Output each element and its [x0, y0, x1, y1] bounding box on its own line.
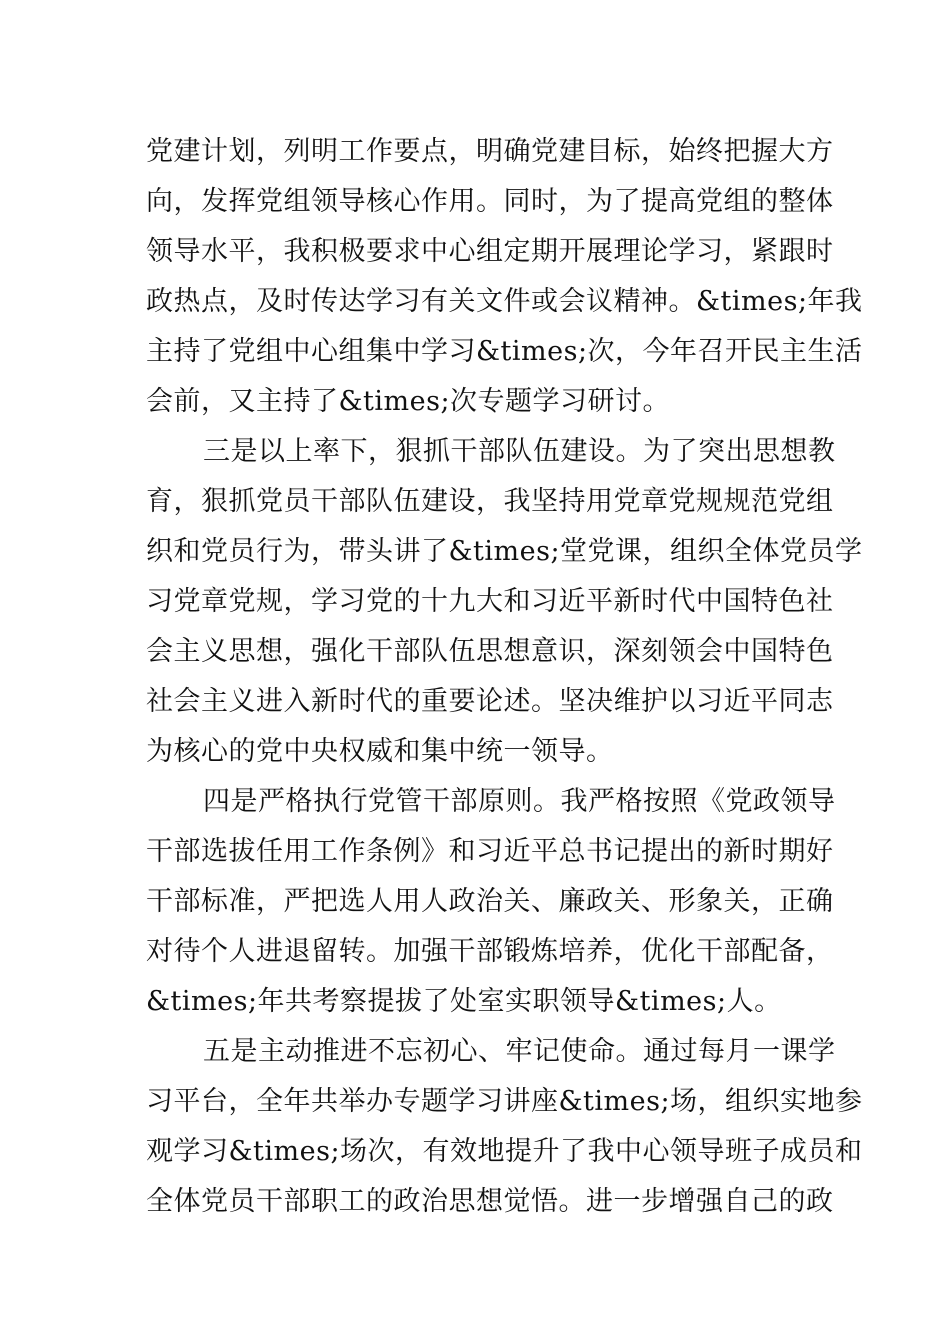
text-line: 向，发挥党组领导核心作用。同时，为了提高党组的整体	[146, 186, 834, 217]
text-line: 领导水平，我积极要求中心组定期开展理论学习，紧跟时	[146, 236, 834, 267]
text-line: 对待个人进退留转。加强干部锻炼培养，优化干部配备，	[146, 936, 834, 967]
text-line: &times;年共考察提拔了处室实职领导&times;人。	[146, 986, 782, 1017]
text-line: 育，狠抓党员干部队伍建设，我坚持用党章党规规范党组	[146, 486, 834, 517]
text-line: 观学习&times;场次，有效地提升了我中心领导班子成员和	[146, 1136, 863, 1167]
text-line: 全体党员干部职工的政治思想觉悟。进一步增强自己的政	[146, 1186, 834, 1217]
text-line: 社会主义进入新时代的重要论述。坚决维护以习近平同志	[146, 686, 834, 717]
text-line: 会主义思想，强化干部队伍思想意识，深刻领会中国特色	[146, 636, 834, 667]
text-line: 习党章党规，学习党的十九大和习近平新时代中国特色社	[146, 586, 834, 617]
paragraph-start-line: 五是主动推进不忘初心、牢记使命。通过每月一课学	[203, 1036, 836, 1067]
text-line: 干部选拔任用工作条例》和习近平总书记提出的新时期好	[146, 836, 834, 867]
text-line: 习平台，全年共举办专题学习讲座&times;场，组织实地参	[146, 1086, 863, 1117]
text-line: 政热点，及时传达学习有关文件或会议精神。&times;年我	[146, 286, 863, 317]
text-line: 为核心的党中央权威和集中统一领导。	[146, 736, 614, 767]
paragraph-start-line: 四是严格执行党管干部原则。我严格按照《党政领导	[203, 786, 836, 817]
text-line: 织和党员行为，带头讲了&times;堂党课，组织全体党员学	[146, 536, 863, 567]
text-line: 党建计划，列明工作要点，明确党建目标，始终把握大方	[146, 136, 834, 167]
paragraph-start-line: 三是以上率下，狠抓干部队伍建设。为了突出思想教	[203, 436, 836, 467]
text-line: 干部标准，严把选人用人政治关、廉政关、形象关，正确	[146, 886, 834, 917]
text-line: 主持了党组中心组集中学习&times;次，今年召开民主生活	[146, 336, 863, 367]
text-line: 会前，又主持了&times;次专题学习研讨。	[146, 386, 671, 417]
